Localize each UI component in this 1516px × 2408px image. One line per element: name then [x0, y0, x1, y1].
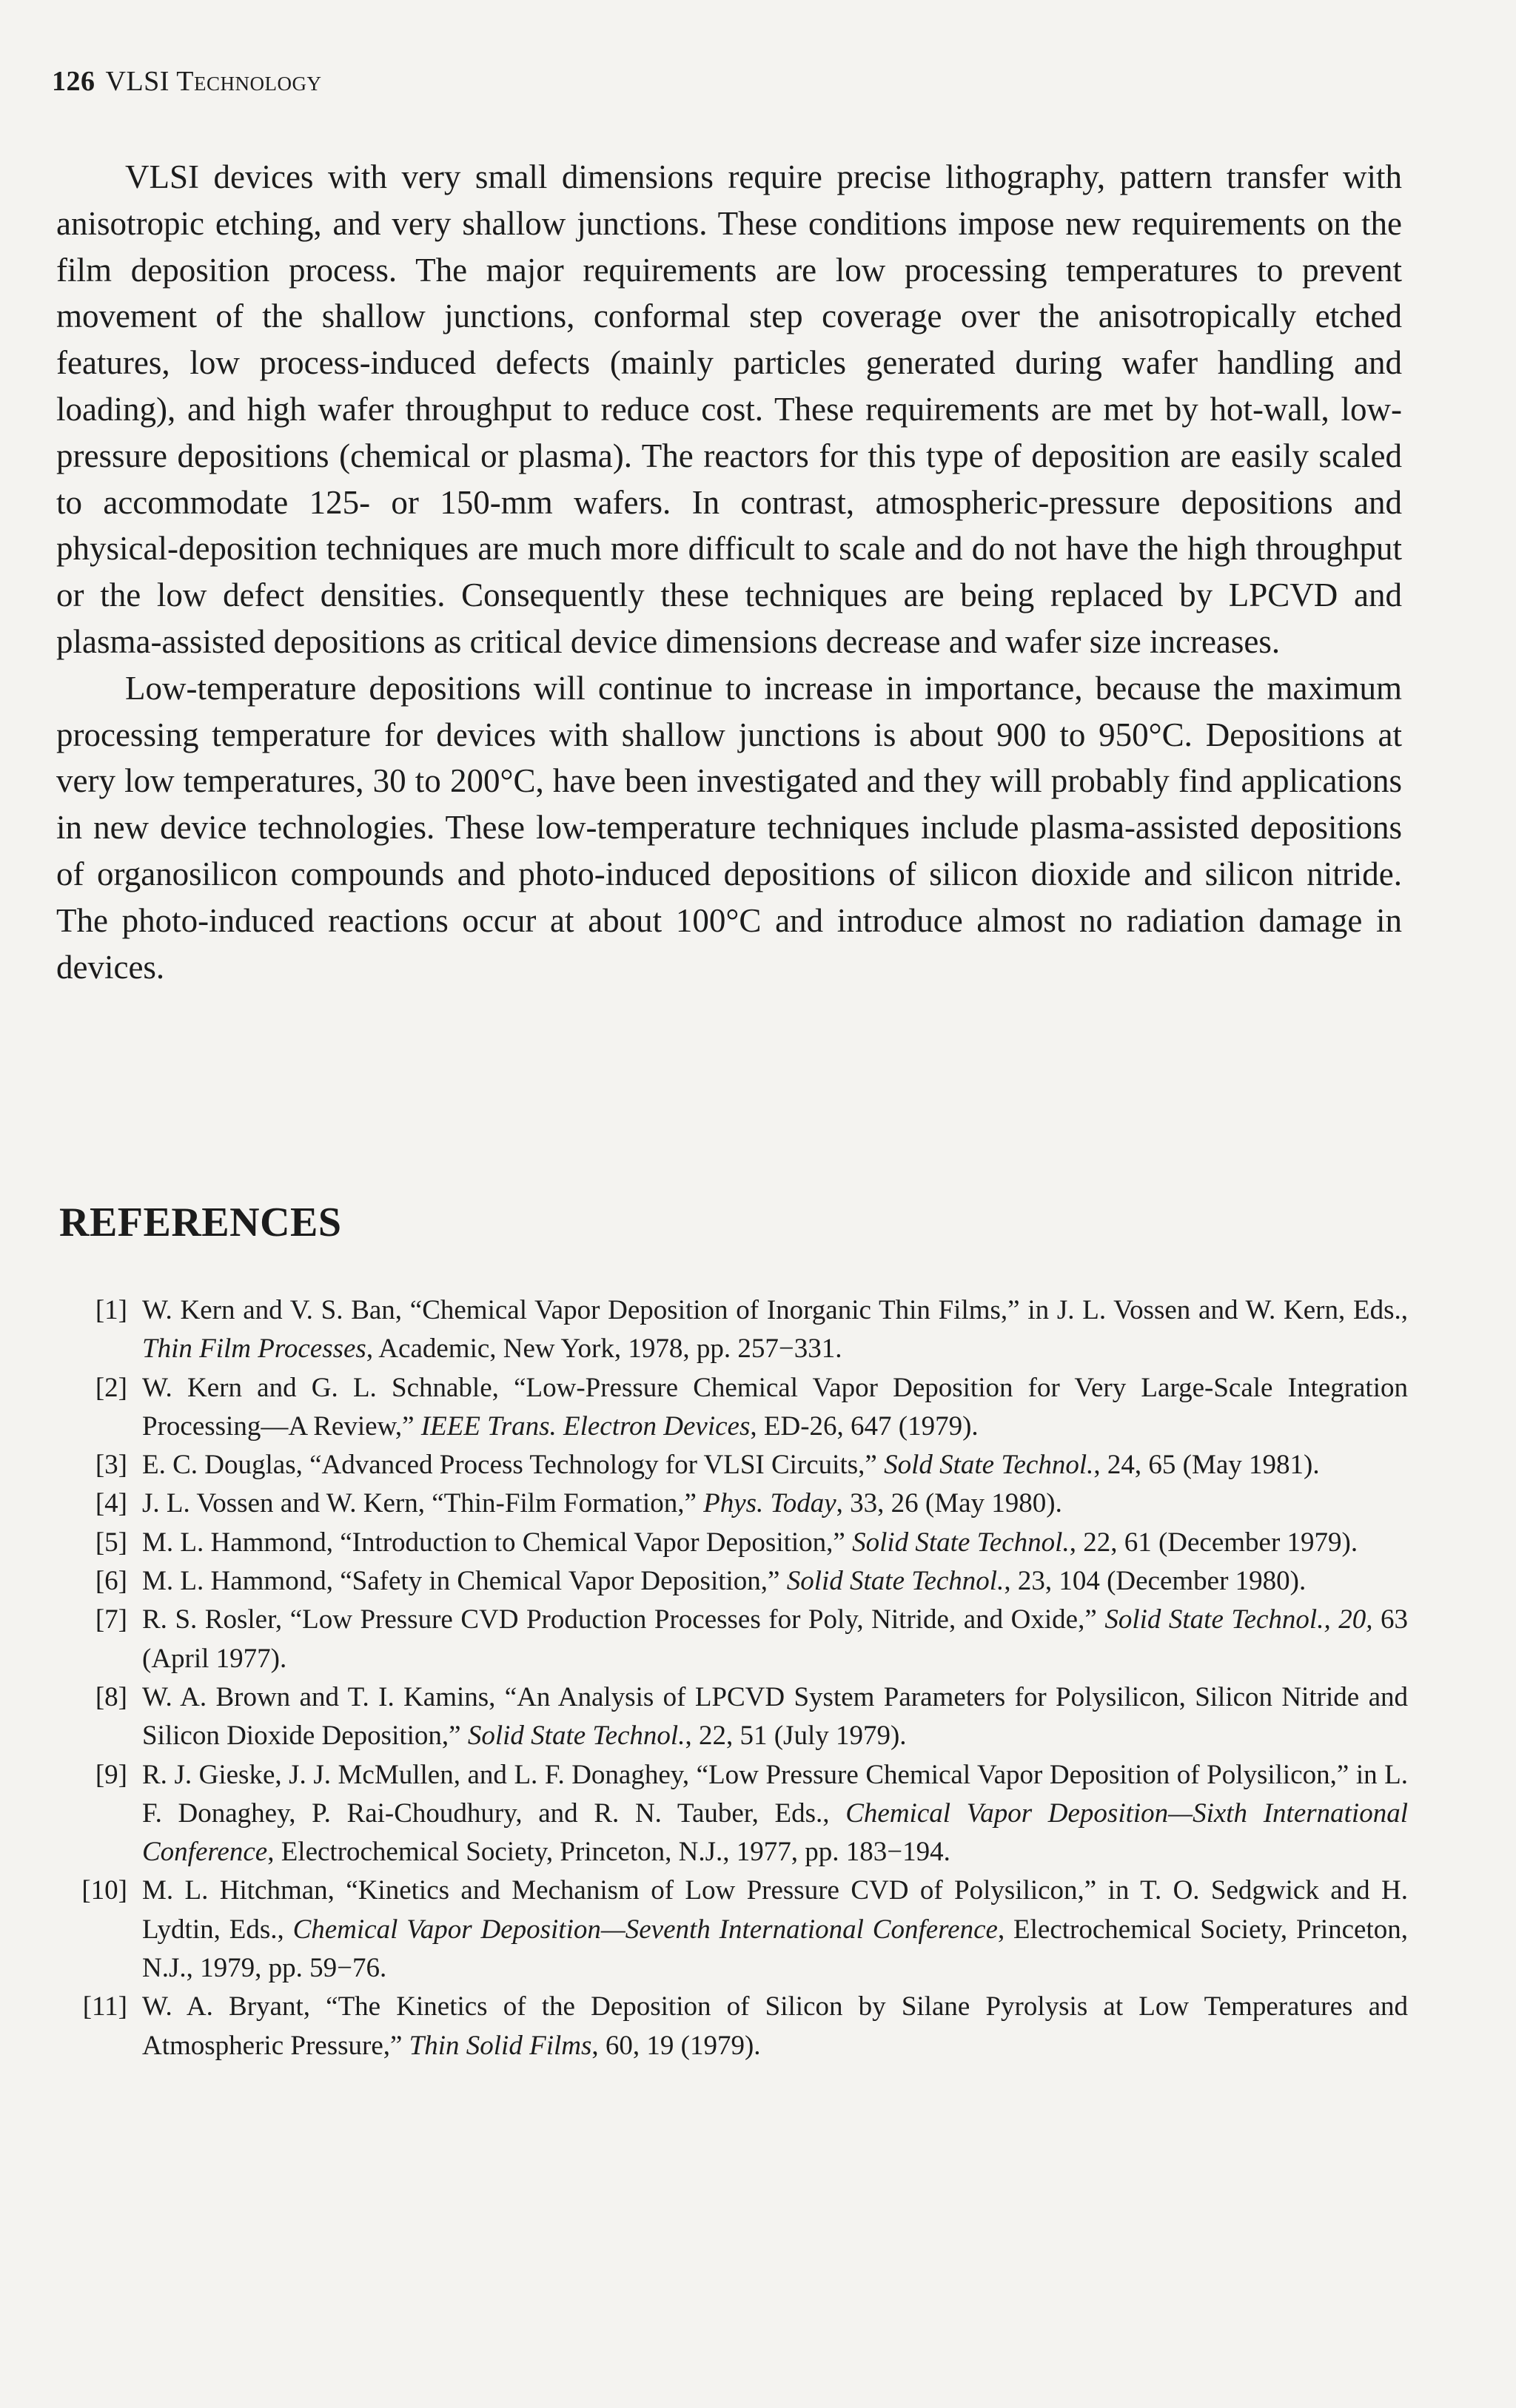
body-text — [56, 154, 1402, 990]
references-heading: REFERENCES — [59, 1200, 342, 1245]
reference-item — [71, 1601, 1408, 1678]
running-title: VLSI Technology — [105, 66, 322, 97]
reference-item — [71, 1871, 1408, 1988]
paragraph: Low-temperature depositions will continue to increase in importance, because the maximum processing temperature for devices with shallow junctions is about 900 to 950°C. Depositions at very low temperatures, 30 to 200°C, have been investigated and they will probably find applications in new device technologies. These low-temperature techniques include plasma-assisted depositions of organosilicon compounds and photo-induced depositions of silicon dioxide and silicon nitride. The photo-induced reactions occur at about 100°C and introduce almost no radiation damage in devices. — [56, 669, 1402, 986]
reference-source: Solid State Technol. — [786, 1566, 1004, 1597]
reference-text: R. S. Rosler, “Low Pressure CVD Production Processes for Poly, Nitride, and Oxide,” Solid State Technol., 20, 63 (April 1977). — [142, 1604, 1409, 1674]
running-head — [52, 65, 321, 98]
reference-label: [3] — [95, 1450, 127, 1481]
reference-source: Chemical Vapor Deposition—Seventh International Conference — [292, 1914, 998, 1945]
reference-item — [71, 1756, 1408, 1872]
reference-source: Solid State Technol. — [467, 1721, 685, 1752]
reference-item — [71, 1524, 1408, 1562]
reference-label: [9] — [95, 1759, 127, 1790]
reference-list — [71, 1291, 1408, 2065]
reference-text: E. C. Douglas, “Advanced Process Technology for VLSI Circuits,” Sold State Technol., 24, 65 (May 1981). — [142, 1450, 1320, 1481]
reference-label: [5] — [95, 1527, 127, 1558]
reference-label: [6] — [95, 1566, 127, 1597]
reference-source: Thin Solid Films — [409, 2030, 592, 2061]
reference-item — [71, 1369, 1408, 1447]
reference-text: W. Kern and V. S. Ban, “Chemical Vapor Deposition of Inorganic Thin Films,” in J. L. Vossen and W. Kern, Eds., Thin Film Processes, Academic, New York, 1978, pp. 257−331. — [142, 1295, 1408, 1365]
reference-item — [71, 1562, 1408, 1601]
reference-source: Sold State Technol. — [884, 1450, 1094, 1481]
reference-label: [4] — [95, 1488, 127, 1519]
reference-source: Chemical Vapor Deposition—Sixth International Conference — [142, 1797, 1408, 1868]
reference-source: IEEE Trans. Electron Devices — [420, 1410, 751, 1442]
reference-item — [71, 1484, 1408, 1523]
reference-label: [8] — [95, 1681, 127, 1712]
reference-source: Thin Film Processes — [142, 1334, 366, 1365]
reference-label: [10] — [81, 1875, 127, 1906]
reference-item — [71, 1988, 1408, 2065]
reference-label: [7] — [95, 1604, 127, 1635]
reference-text: W. A. Brown and T. I. Kamins, “An Analysis of LPCVD System Parameters for Polysilicon, Silicon Nitride and Silicon Dioxide Deposition,” Solid State Technol., 22, 51 (July 1979). — [142, 1681, 1408, 1752]
reference-source: Solid State Technol., 20, — [1104, 1604, 1373, 1635]
reference-text: R. J. Gieske, J. J. McMullen, and L. F. Donaghey, “Low Pressure Chemical Vapor Deposition of Polysilicon,” in L. F. Donaghey, P. Rai-Choudhury, and R. N. Tauber, Eds., Chemical Vapor Deposition—Sixth International Conference, Electrochemical Society, Princeton, N.J., 1977, pp. 183−194. — [142, 1759, 1408, 1868]
reference-item — [71, 1291, 1408, 1369]
reference-item — [71, 1678, 1408, 1756]
reference-text: M. L. Hammond, “Safety in Chemical Vapor Deposition,” Solid State Technol., 23, 104 (December 1980). — [142, 1566, 1307, 1597]
reference-item — [71, 1446, 1408, 1484]
reference-label: [1] — [95, 1295, 127, 1325]
page-number: 126 — [52, 66, 95, 97]
reference-source: Phys. Today — [703, 1488, 836, 1519]
reference-text: J. L. Vossen and W. Kern, “Thin-Film Formation,” Phys. Today, 33, 26 (May 1980). — [142, 1488, 1062, 1519]
reference-text: M. L. Hitchman, “Kinetics and Mechanism of Low Pressure CVD of Polysilicon,” in T. O. Sedgwick and H. Lydtin, Eds., Chemical Vapor Deposition—Seventh International Conference, Electrochemical Society, Princeton, N.J., 1979, pp. 59−76. — [142, 1875, 1408, 1984]
reference-text: W. Kern and G. L. Schnable, “Low-Pressure Chemical Vapor Deposition for Very Large-Scale Integration Processing—A Review,” IEEE Trans. Electron Devices, ED-26, 647 (1979). — [142, 1372, 1408, 1442]
reference-source: Solid State Technol. — [852, 1527, 1070, 1558]
reference-text: W. A. Bryant, “The Kinetics of the Deposition of Silicon by Silane Pyrolysis at Low Temperatures and Atmospheric Pressure,” Thin Solid Films, 60, 19 (1979). — [142, 1991, 1408, 2061]
reference-label: [2] — [95, 1372, 127, 1403]
reference-text: M. L. Hammond, “Introduction to Chemical Vapor Deposition,” Solid State Technol., 22, 61 (December 1979). — [142, 1527, 1358, 1558]
paragraph: VLSI devices with very small dimensions require precise lithography, pattern transfer with anisotropic etching, and very shallow junctions. These conditions impose new requirements on the film deposition process. The major requirements are low processing temperatures to prevent movement of the shallow junctions, conformal step coverage over the anisotropically etched features, low process-induced defects (mainly particles generated during wafer handling and loading), and high wafer throughput to reduce cost. These requirements are met by hot-wall, low-pressure depositions (chemical or plasma). The reactors for this type of deposition are easily scaled to accommodate 125- or 150-mm wafers. In contrast, atmospheric-pressure depositions and physical-deposition techniques are much more difficult to scale and do not have the high throughput or the low defect densities. Consequently these techniques are being replaced by LPCVD and plasma-assisted depositions as critical device dimensions decrease and wafer size increases. — [56, 158, 1402, 660]
reference-label: [11] — [82, 1991, 127, 2022]
